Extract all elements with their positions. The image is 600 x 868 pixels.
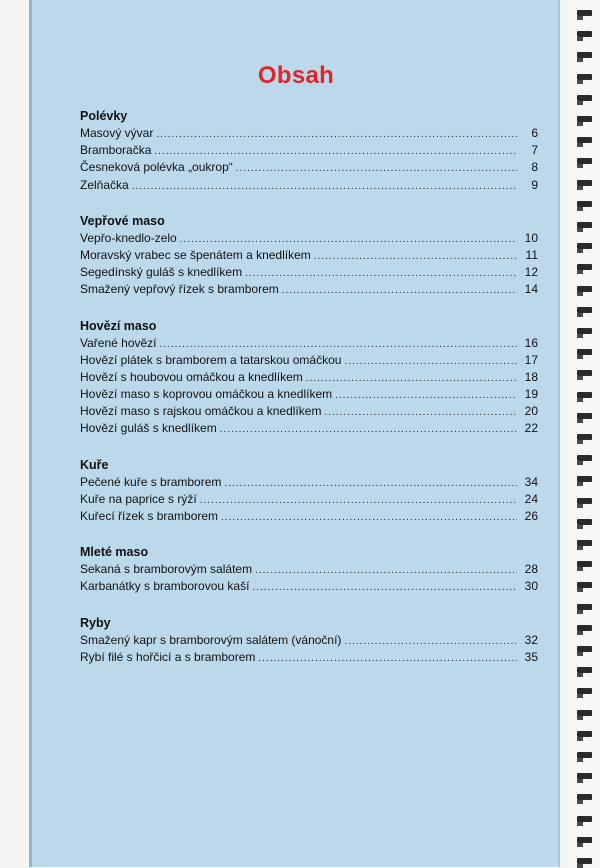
toc-entry[interactable]	[80, 491, 538, 508]
entry-label: Smažený kapr s bramborovým salátem (vánoční)	[80, 632, 342, 647]
section-heading: Vepřové maso	[80, 213, 165, 228]
dot-leader	[258, 650, 517, 667]
binding-ring	[577, 95, 592, 101]
section-heading: Polévky	[80, 109, 128, 123]
entry-page-number: 34	[524, 474, 538, 489]
dot-leader	[236, 160, 517, 177]
binding-ring	[577, 625, 592, 631]
entry-page-number: 11	[525, 247, 538, 262]
dot-leader	[255, 562, 517, 579]
entry-page-number: 7	[531, 143, 538, 158]
spiral-binding	[564, 0, 600, 867]
toc-entry[interactable]	[80, 142, 538, 159]
entry-page-number: 24	[524, 491, 538, 506]
toc-entry[interactable]	[80, 264, 538, 281]
toc-entry[interactable]	[80, 386, 538, 403]
binding-ring	[577, 10, 592, 16]
entry-page-number: 19	[524, 387, 538, 402]
section-heading: Ryby	[80, 615, 111, 630]
toc-entry[interactable]	[80, 125, 538, 142]
entry-page-number: 9	[531, 177, 538, 192]
dot-leader	[200, 492, 517, 509]
entry-label: Hovězí maso s koprovou omáčkou a knedlíkem	[80, 387, 333, 402]
binding-ring	[577, 731, 592, 737]
entry-page-number: 14	[524, 282, 538, 297]
entry-label: Smažený vepřový řízek s bramborem	[80, 282, 279, 297]
dot-leader	[154, 143, 517, 160]
binding-ring	[577, 137, 592, 143]
dot-leader	[180, 231, 517, 248]
section-heading: Mleté maso	[80, 545, 149, 560]
entry-label: Sekaná s bramborovým salátem	[80, 562, 253, 577]
binding-ring	[577, 837, 592, 843]
binding-ring	[577, 392, 592, 398]
binding-ring	[577, 794, 592, 800]
toc-entry[interactable]	[80, 281, 538, 298]
binding-ring	[577, 370, 592, 376]
dot-leader	[160, 336, 518, 353]
toc-section	[80, 318, 538, 438]
entry-page-number: 18	[524, 369, 538, 384]
binding-ring	[577, 201, 592, 207]
entry-label: Pečené kuře s bramborem	[80, 474, 222, 489]
binding-ring	[577, 858, 592, 864]
binding-ring	[577, 349, 592, 355]
binding-ring	[577, 519, 592, 525]
entry-page-number: 28	[524, 562, 538, 577]
dot-leader	[220, 421, 517, 438]
table-of-contents	[80, 108, 538, 685]
entry-page-number: 22	[524, 421, 538, 436]
toc-entry[interactable]	[80, 403, 538, 420]
entry-label: Moravský vrabec se špenátem a knedlíkem	[80, 247, 311, 262]
entry-label: Rybí filé s hořčicí a s bramborem	[80, 649, 256, 664]
binding-ring	[577, 52, 592, 58]
entry-label: Hovězí s houbovou omáčkou a knedlíkem	[80, 369, 303, 384]
toc-section	[80, 544, 538, 595]
toc-entry[interactable]	[80, 159, 538, 176]
entry-page-number: 20	[524, 404, 538, 419]
toc-entry[interactable]	[80, 561, 538, 578]
binding-ring	[577, 413, 592, 419]
dot-leader	[221, 509, 517, 526]
binding-ring	[577, 540, 592, 546]
binding-ring	[577, 816, 592, 822]
toc-section	[80, 615, 538, 666]
binding-ring	[577, 180, 592, 186]
entry-label: Vepřo-knedlo-zelo	[80, 230, 177, 245]
entry-label: Česneková polévka „oukrop“	[80, 160, 233, 175]
entry-page-number: 10	[524, 230, 538, 245]
entry-label: Masový vývar	[80, 126, 154, 140]
toc-page	[32, 0, 560, 867]
dot-leader	[132, 178, 517, 195]
dot-leader	[306, 370, 517, 387]
section-heading: Kuře	[80, 457, 109, 472]
entry-page-number: 12	[524, 265, 538, 280]
entry-page-number: 17	[524, 352, 538, 367]
toc-section	[80, 213, 538, 299]
entry-label: Karbanátky s bramborovou kaší	[80, 579, 250, 594]
binding-ring	[577, 710, 592, 716]
entry-label: Kuře na paprice s rýží	[80, 491, 197, 506]
binding-ring	[577, 561, 592, 567]
toc-entry[interactable]	[80, 420, 538, 437]
binding-ring	[577, 646, 592, 652]
binding-ring	[577, 688, 592, 694]
dot-leader	[344, 353, 517, 370]
toc-section	[80, 457, 538, 526]
toc-entry[interactable]	[80, 632, 538, 649]
toc-entry[interactable]	[80, 247, 538, 264]
entry-page-number: 32	[524, 632, 538, 647]
binding-ring	[577, 455, 592, 461]
entry-label: Bramboračka	[80, 143, 152, 158]
dot-leader	[314, 248, 517, 265]
entry-page-number: 35	[524, 649, 538, 664]
dot-leader	[252, 579, 517, 596]
binding-ring	[577, 752, 592, 758]
toc-entry[interactable]	[80, 649, 538, 666]
binding-ring	[577, 773, 592, 779]
toc-entry[interactable]	[80, 177, 538, 194]
toc-entry[interactable]	[80, 369, 538, 386]
dot-leader	[344, 633, 517, 650]
binding-ring	[577, 116, 592, 122]
toc-entry[interactable]	[80, 352, 538, 369]
binding-ring	[577, 582, 592, 588]
dot-leader	[224, 475, 517, 492]
page-title: Obsah	[257, 62, 335, 89]
binding-ring	[577, 222, 592, 228]
entry-label: Hovězí guláš s knedlíkem	[80, 421, 217, 436]
entry-page-number: 8	[531, 160, 538, 175]
binding-ring	[577, 74, 592, 80]
binding-ring	[577, 243, 592, 249]
binding-ring	[577, 434, 592, 440]
toc-section	[80, 108, 538, 194]
binding-ring	[577, 31, 592, 37]
dot-leader	[156, 126, 517, 143]
binding-ring	[577, 158, 592, 164]
binding-ring	[577, 667, 592, 673]
entry-label: Segedínský guláš s knedlíkem	[80, 265, 243, 280]
toc-entry[interactable]	[80, 335, 538, 352]
toc-entry[interactable]	[80, 230, 538, 247]
entry-page-number: 26	[524, 509, 538, 523]
toc-entry[interactable]	[80, 508, 538, 525]
binding-ring	[577, 307, 592, 313]
binding-ring	[577, 264, 592, 270]
entry-page-number: 6	[531, 126, 538, 140]
entry-label: Hovězí plátek s bramborem a tatarskou omáčkou	[80, 352, 342, 367]
binding-ring	[577, 286, 592, 292]
toc-entry[interactable]	[80, 474, 538, 491]
entry-page-number: 16	[524, 335, 538, 350]
entry-page-number: 30	[524, 579, 538, 594]
entry-label: Hovězí maso s rajskou omáčkou a knedlíkem	[80, 404, 322, 419]
entry-label: Zelňačka	[80, 177, 129, 192]
entry-label: Kuřecí řízek s bramborem	[80, 509, 219, 523]
dot-leader	[335, 387, 517, 404]
binding-ring	[577, 328, 592, 334]
dot-leader	[245, 265, 517, 282]
entry-label: Vařené hovězí	[80, 335, 157, 350]
binding-ring	[577, 476, 592, 482]
binding-ring	[577, 604, 592, 610]
binding-ring	[577, 498, 592, 504]
dot-leader	[324, 404, 517, 421]
toc-entry[interactable]	[80, 578, 538, 595]
section-heading: Hovězí maso	[80, 318, 157, 333]
dot-leader	[282, 282, 517, 299]
